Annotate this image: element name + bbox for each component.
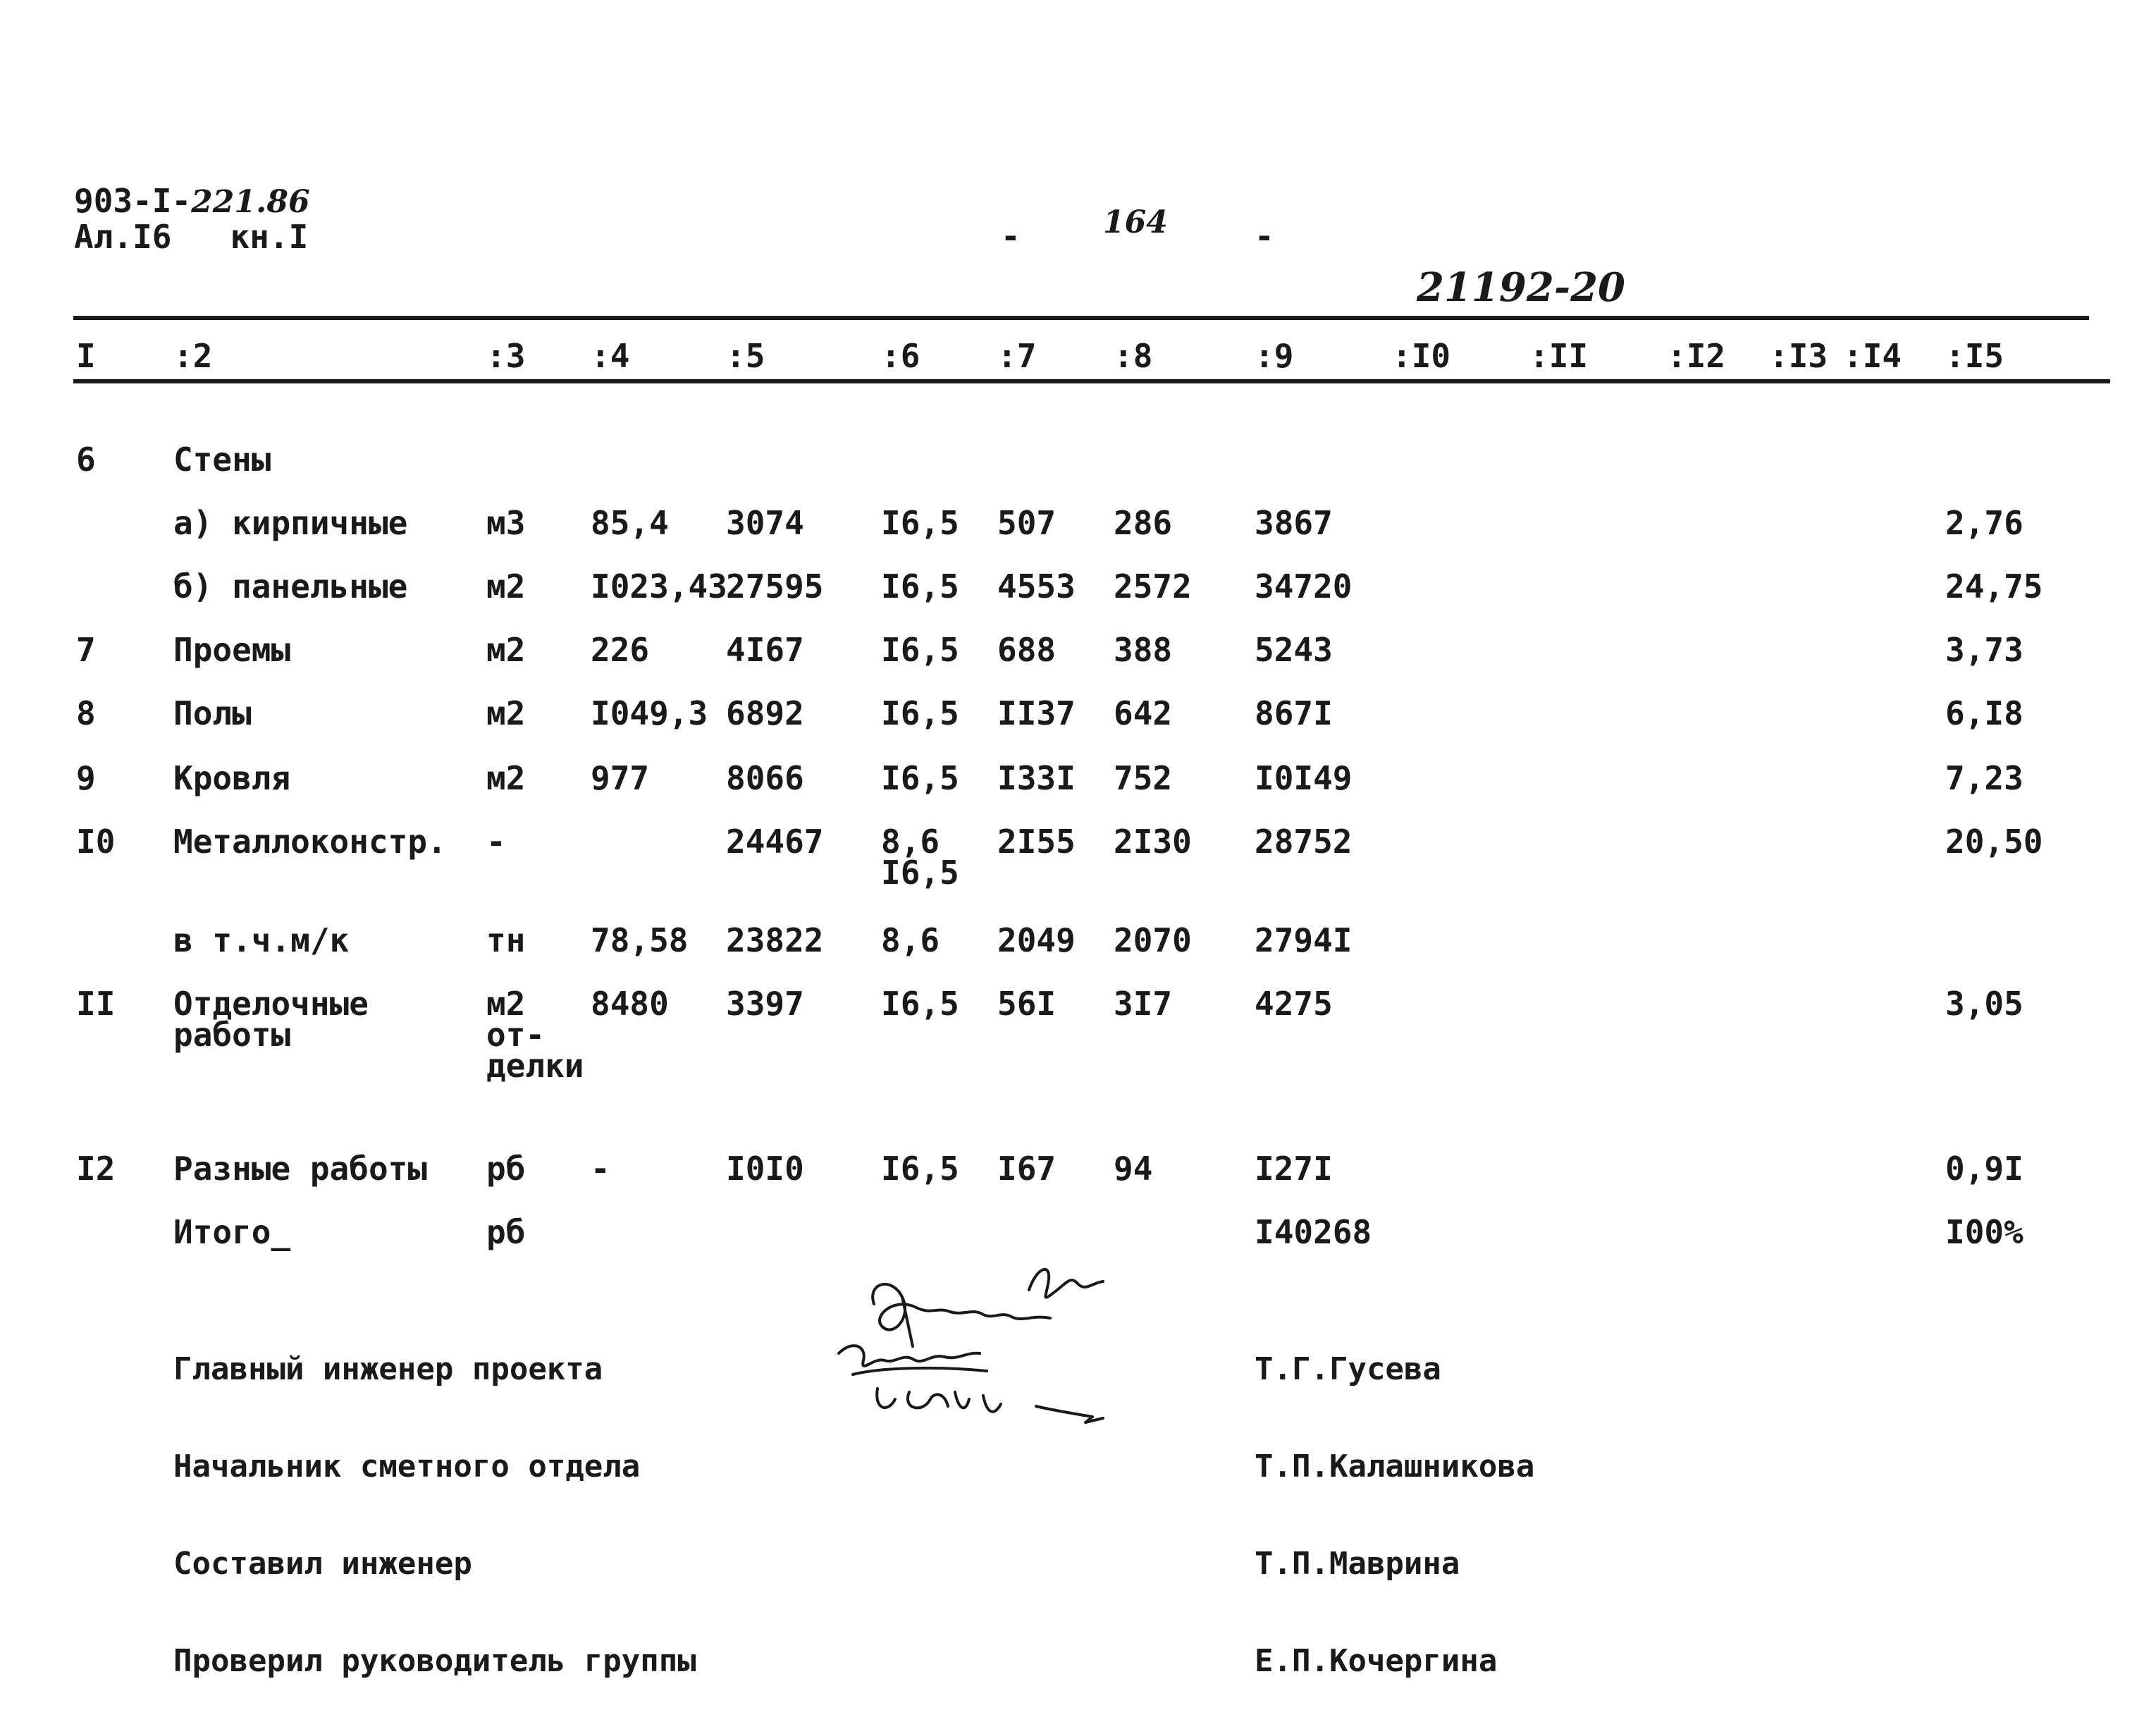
table-cell-c6: 8,6 [881, 921, 940, 959]
signature-scribbles [825, 1241, 1163, 1452]
table-cell-unit: м2 [486, 759, 526, 797]
column-header-6: :6 [881, 337, 920, 375]
table-cell-c15: 20,50 [1945, 823, 2043, 861]
table-cell-c4: 85,4 [591, 504, 669, 542]
column-header-2: :2 [173, 337, 213, 375]
column-header-1: I [76, 337, 96, 375]
table-cell-name: Металлоконстр. [173, 823, 447, 861]
table-cell-c6: I6,5 [881, 1150, 959, 1188]
table-cell-c7: 688 [997, 631, 1057, 669]
signature-title-group-lead: Проверил руководитель группы [173, 1643, 696, 1679]
table-cell-c8: 642 [1114, 694, 1173, 732]
table-cell-unit: м2 [486, 631, 526, 669]
table-cell-c15: 3,73 [1945, 631, 2023, 669]
table-cell-c6: I6,5 [881, 567, 959, 605]
table-cell-c8: 752 [1114, 759, 1173, 797]
table-cell-name: Проемы [173, 631, 291, 669]
table-cell-c8: 388 [1114, 631, 1173, 669]
table-cell-c4: 78,58 [591, 921, 689, 959]
table-cell-unit: м2 [486, 567, 526, 605]
table-cell-c7: II37 [997, 694, 1076, 732]
table-cell-c6: I6,5 [881, 504, 959, 542]
table-cell-c7: 4553 [997, 567, 1076, 605]
table-cell-unit: рб [486, 1150, 526, 1188]
table-cell-c5: 3397 [726, 985, 804, 1023]
table-cell-c6: I6,5 [881, 985, 959, 1023]
inventory-number: 21192-20 [1417, 264, 1625, 311]
table-cell-name: б) панельные [173, 567, 408, 605]
column-header-14: :I4 [1843, 337, 1902, 375]
table-cell-num: II [76, 985, 116, 1023]
table-cell-c8: 3I7 [1114, 985, 1173, 1023]
table-cell-c15: 7,23 [1945, 759, 2023, 797]
table-cell-c4: 226 [591, 631, 650, 669]
table-cell-c9: I0I49 [1255, 759, 1353, 797]
table-cell-unit: рб [486, 1213, 526, 1251]
column-header-12: :I2 [1667, 337, 1726, 375]
table-cell-c5: 24467 [726, 823, 824, 861]
table-cell-c4: 8480 [591, 985, 669, 1023]
table-cell-unit: м2 [486, 694, 526, 732]
table-cell-name: Кровля [173, 759, 291, 797]
table-cell-num: 6 [76, 441, 96, 479]
table-cell-c8: 2572 [1114, 567, 1192, 605]
table-cell-c7: 2I55 [997, 823, 1076, 861]
table-cell-c9: 4275 [1255, 985, 1333, 1023]
table-cell-c15: 3,05 [1945, 985, 2023, 1023]
table-cell-c9: 2794I [1255, 921, 1353, 959]
signature-title-engineer: Составил инженер [173, 1546, 472, 1582]
column-header-9: :9 [1255, 337, 1294, 375]
top-rule [73, 316, 2089, 320]
column-header-13: :I3 [1769, 337, 1828, 375]
table-cell-num: I0 [76, 823, 116, 861]
table-cell-c9: 5243 [1255, 631, 1333, 669]
table-cell-c5: 3074 [726, 504, 804, 542]
column-header-11: :II [1529, 337, 1589, 375]
table-cell-c5: 6892 [726, 694, 804, 732]
column-header-4: :4 [591, 337, 630, 375]
document-code [74, 182, 310, 220]
document-code-printed: 903-I- [74, 182, 192, 220]
table-cell-unit: - [486, 823, 506, 861]
table-cell-c15: 0,9I [1945, 1150, 2023, 1188]
table-cell-num: 8 [76, 694, 96, 732]
table-cell-c6: 8,6 I6,5 [881, 823, 959, 892]
table-cell-c8: 2070 [1114, 921, 1192, 959]
signature-names [1255, 1288, 1534, 1710]
table-cell-c15: 2,76 [1945, 504, 2023, 542]
table-cell-c9: 34720 [1255, 567, 1353, 605]
table-cell-c7: I33I [997, 759, 1076, 797]
signature-name-2: Т.П.Калашникова [1255, 1448, 1535, 1484]
table-cell-c9: I27I [1255, 1150, 1333, 1188]
table-cell-c5: 4I67 [726, 631, 804, 669]
table-cell-name: а) кирпичные [173, 504, 408, 542]
table-cell-c9: 28752 [1255, 823, 1353, 861]
table-cell-c5: 8066 [726, 759, 804, 797]
album-line: Ал.I6 кн.I [74, 218, 309, 256]
table-cell-c4: I023,43 [591, 567, 727, 605]
table-cell-c8: 94 [1114, 1150, 1153, 1188]
signature-titles [173, 1288, 696, 1710]
table-cell-name: Стены [173, 441, 271, 479]
column-header-3: :3 [486, 337, 526, 375]
column-header-10: :I0 [1392, 337, 1451, 375]
table-cell-c7: 56I [997, 985, 1057, 1023]
document-code-handwritten: 221.86 [191, 184, 310, 220]
table-cell-c9: 867I [1255, 694, 1333, 732]
table-cell-name: Отделочные работы [173, 985, 369, 1054]
table-cell-name: Разные работы [173, 1150, 428, 1188]
table-cell-c6: I6,5 [881, 759, 959, 797]
table-cell-name: Итого_ [173, 1213, 291, 1251]
table-cell-num: 9 [76, 759, 96, 797]
table-cell-c5: 23822 [726, 921, 824, 959]
table-cell-c9: I40268 [1255, 1213, 1372, 1251]
column-header-7: :7 [997, 337, 1037, 375]
table-cell-num: 7 [76, 631, 96, 669]
table-cell-c8: 2I30 [1114, 823, 1192, 861]
table-cell-num: I2 [76, 1150, 116, 1188]
page-dash-left: - [1001, 217, 1021, 255]
table-cell-c7: 507 [997, 504, 1057, 542]
signature-name-4: Е.П.Кочергина [1255, 1643, 1498, 1679]
page-number: 164 [1103, 204, 1168, 240]
table-cell-c7: I67 [997, 1150, 1057, 1188]
table-cell-c5: 27595 [726, 567, 824, 605]
table-cell-c8: 286 [1114, 504, 1173, 542]
table-cell-c9: 3867 [1255, 504, 1333, 542]
signature-title-estimate-head: Начальник сметного отдела [173, 1448, 641, 1484]
column-header-8: :8 [1114, 337, 1153, 375]
table-cell-c4: 977 [591, 759, 650, 797]
signature-name-3: Т.П.Маврина [1255, 1546, 1460, 1582]
table-cell-c6: I6,5 [881, 694, 959, 732]
table-cell-unit: м3 [486, 504, 526, 542]
table-cell-unit: тн [486, 921, 526, 959]
column-header-15: :I5 [1945, 337, 2004, 375]
table-cell-unit: м2 от- делки [486, 985, 584, 1085]
page-dash-right: - [1255, 217, 1274, 255]
table-cell-c7: 2049 [997, 921, 1076, 959]
column-header-5: :5 [726, 337, 765, 375]
table-cell-c5: I0I0 [726, 1150, 804, 1188]
signature-name-1: Т.Г.Гусева [1255, 1351, 1441, 1387]
table-cell-name: в т.ч.м/к [173, 921, 350, 959]
table-cell-c6: I6,5 [881, 631, 959, 669]
signature-title-chief-engineer: Главный инженер проекта [173, 1351, 603, 1387]
table-cell-c15: I00% [1945, 1213, 2023, 1251]
table-cell-name: Полы [173, 694, 252, 732]
header-rule [73, 379, 2110, 383]
table-cell-c4: - [591, 1150, 610, 1188]
table-cell-c4: I049,3 [591, 694, 708, 732]
table-cell-c15: 24,75 [1945, 567, 2043, 605]
table-cell-c15: 6,I8 [1945, 694, 2023, 732]
